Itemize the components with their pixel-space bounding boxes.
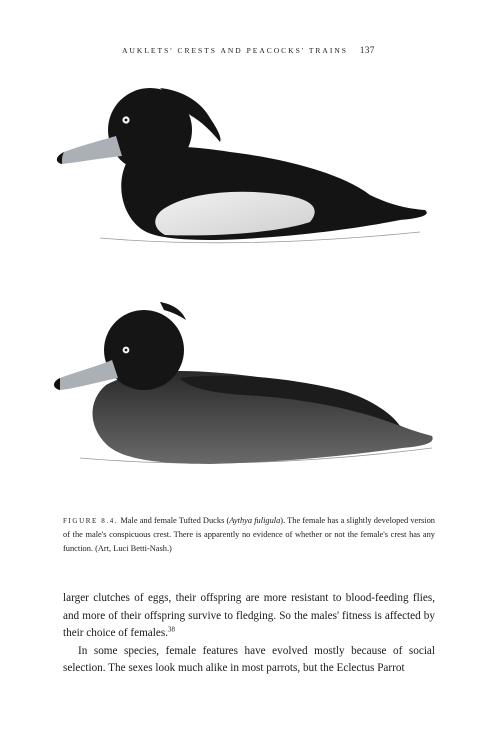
male-head: [108, 88, 192, 172]
body-paragraph-1-text: larger clutches of eggs, their offspring are more resistant to blood-feeding flies, and more of their offspring survive to fledging. So the males' fitness is affected by their choice of females.: [63, 592, 435, 640]
male-bill: [57, 136, 122, 164]
caption-label: FIGURE 8.4.: [63, 517, 119, 525]
page-number: 137: [359, 45, 375, 55]
body-text: [63, 590, 435, 678]
body-paragraph-1: [63, 590, 435, 643]
body-paragraph-2: [63, 643, 435, 678]
body-paragraph-2-text: In some species, female features have evolved mostly because of social selection. The sexes look much alike in most parrots, but the Eclectus Parrot: [63, 644, 435, 675]
female-bill-tip: [54, 378, 60, 390]
male-duck-illustration: [57, 88, 427, 243]
caption-text-after: ). The female has a slightly developed version of the male's conspicuous crest. There is apparently no evidence of whether or not the female's crest has any function. (Art, Luci Betti-Nash.): [63, 516, 435, 553]
female-duck-illustration: [54, 302, 433, 464]
female-pupil: [125, 349, 128, 352]
running-head: [0, 45, 497, 55]
figure-illustration: [40, 60, 460, 500]
footnote-marker: 38: [168, 625, 175, 634]
figure-caption: [63, 514, 435, 556]
running-head-title: AUKLETS' CRESTS AND PEACOCKS' TRAINS: [122, 46, 348, 55]
male-pupil: [125, 119, 128, 122]
caption-text-before: Male and female Tufted Ducks (: [118, 516, 230, 525]
caption-species: Aythya fuligula: [229, 516, 281, 525]
